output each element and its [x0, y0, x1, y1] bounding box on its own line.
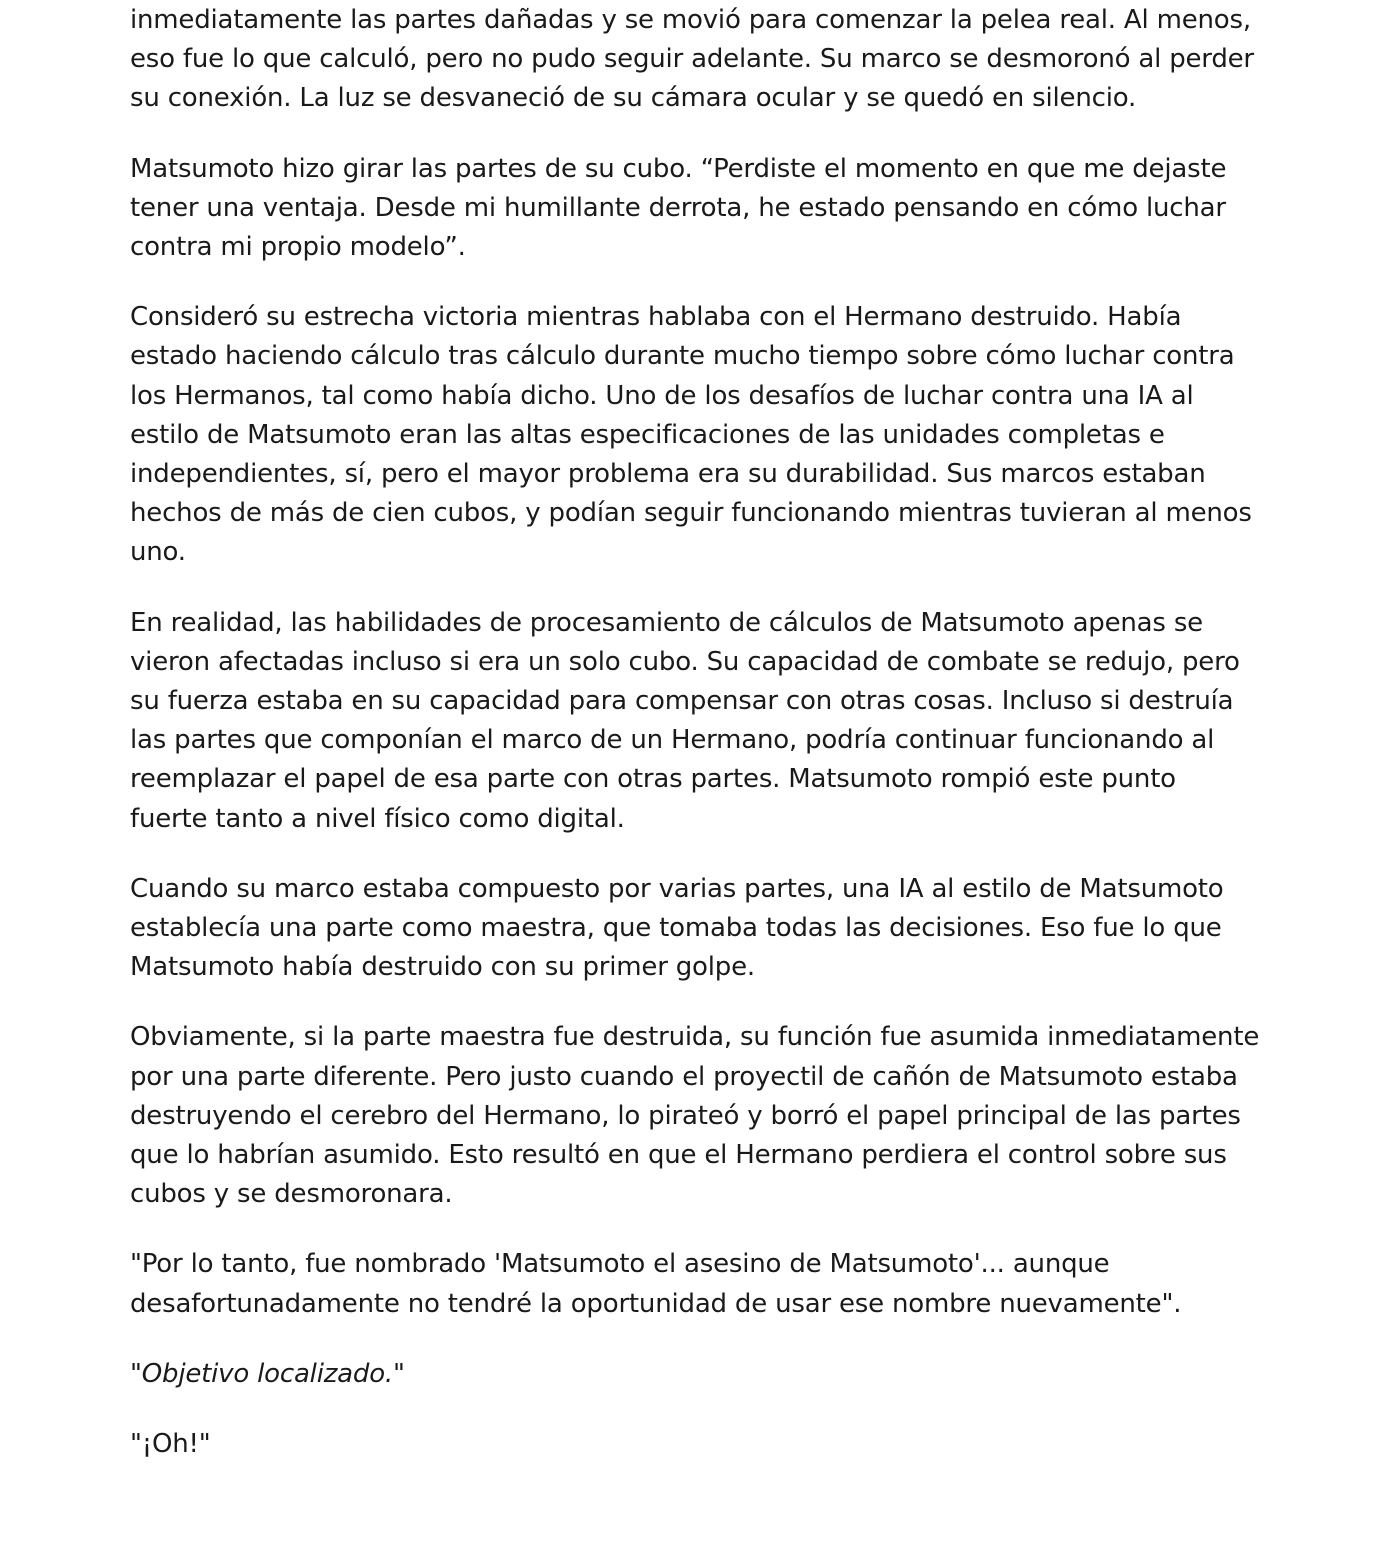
text-line: Cuando su marco estaba compuesto por varias partes, una IA al estilo de Matsumoto [130, 873, 1224, 904]
text-line: que lo habrían asumido. Esto resultó en que el Hermano perdiera el control sobre sus [130, 1140, 1227, 1171]
text-line: reemplazar el papel de esa parte con otras partes. Matsumoto rompió este punto [130, 764, 1176, 795]
text-line: Consideró su estrecha victoria mientras hablaba con el Hermano destruido. Había [130, 302, 1182, 333]
text-line: vieron afectadas incluso si era un solo cubo. Su capacidad de combate se redujo, pero [130, 646, 1240, 677]
text-line: las partes que componían el marco de un Hermano, podría continuar funcionando al [130, 725, 1215, 756]
text-line: "Objetivo localizado." [130, 1358, 405, 1389]
paragraph [130, 604, 1280, 839]
text-line: contra mi propio modelo”. [130, 232, 466, 263]
text-line: "Por lo tanto, fue nombrado 'Matsumoto el asesino de Matsumoto'... aunque [130, 1249, 1110, 1280]
text-line: uno. [130, 537, 186, 568]
text-line: desafortunadamente no tendré la oportunidad de usar ese nombre nuevamente". [130, 1288, 1182, 1319]
text-line: inmediatamente las partes dañadas y se movió para comenzar la pelea real. Al menos, [130, 5, 1251, 35]
text-line: independientes, sí, pero el mayor problema era su durabilidad. Sus marcos estaban [130, 459, 1206, 490]
paragraph [130, 1, 1280, 119]
text-line: hechos de más de cien cubos, y podían seguir funcionando mientras tuvieran al menos [130, 498, 1252, 529]
paragraph [130, 150, 1280, 268]
text-line: su conexión. La luz se desvaneció de su cámara ocular y se quedó en silencio. [130, 83, 1137, 114]
text-line: los Hermanos, tal como había dicho. Uno de los desafíos de luchar contra una IA al [130, 380, 1194, 411]
document-page [130, 0, 1280, 1495]
text-line: por una parte diferente. Pero justo cuando el proyectil de cañón de Matsumoto estaba [130, 1061, 1238, 1092]
text-line: Obviamente, si la parte maestra fue destruida, su función fue asumida inmediatamente [130, 1022, 1260, 1053]
text-line: tener una ventaja. Desde mi humillante derrota, he estado pensando en cómo luchar [130, 192, 1226, 223]
text-line: "¡Oh!" [130, 1429, 211, 1460]
paragraph [130, 298, 1280, 572]
text-line: destruyendo el cerebro del Hermano, lo pirateó y borró el papel principal de las partes [130, 1100, 1241, 1131]
text-line: cubos y se desmoronara. [130, 1179, 453, 1210]
text-line: fuerte tanto a nivel físico como digital. [130, 803, 625, 834]
paragraph [130, 1018, 1280, 1214]
text-line: estilo de Matsumoto eran las altas especificaciones de las unidades completas e [130, 419, 1165, 450]
text-line: eso fue lo que calculó, pero no pudo seguir adelante. Su marco se desmoronó al perder [130, 44, 1254, 75]
paragraph [130, 1245, 1280, 1323]
text-line: Matsumoto había destruido con su primer golpe. [130, 952, 755, 983]
text-line: su fuerza estaba en su capacidad para compensar con otras cosas. Incluso si destruía [130, 686, 1234, 717]
paragraph [130, 870, 1280, 988]
paragraph-italic [130, 1355, 1280, 1394]
text-line: estado haciendo cálculo tras cálculo durante mucho tiempo sobre cómo luchar contra [130, 341, 1235, 372]
text-line: En realidad, las habilidades de procesamiento de cálculos de Matsumoto apenas se [130, 607, 1203, 638]
paragraph [130, 1425, 1280, 1464]
text-line: establecía una parte como maestra, que tomaba todas las decisiones. Eso fue lo que [130, 913, 1222, 944]
text-line: Matsumoto hizo girar las partes de su cubo. “Perdiste el momento en que me dejaste [130, 153, 1227, 184]
